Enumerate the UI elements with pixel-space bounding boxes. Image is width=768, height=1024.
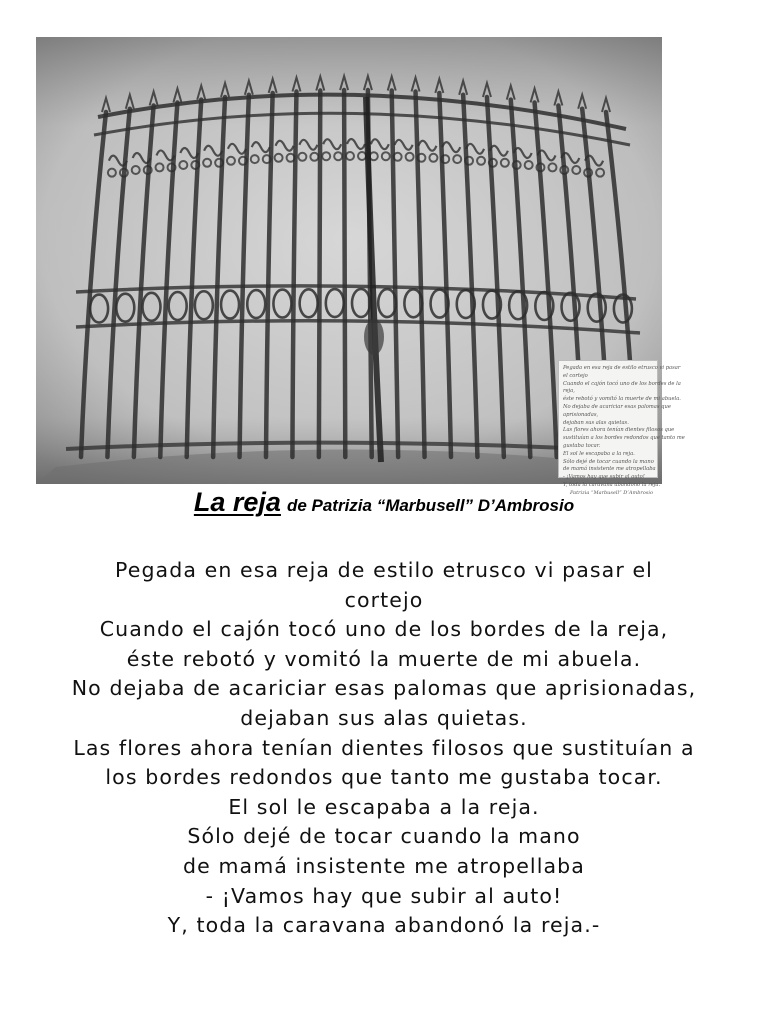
note-card-line: El sol le escapaba a la reja.	[563, 450, 635, 457]
note-card-line: aprisionadas,	[563, 411, 599, 418]
note-card-line: sustituían a los bordes redondos que tanto me	[563, 435, 685, 442]
note-card-signature: Patrizia “Marbusell” D’Ambrosio	[570, 489, 653, 496]
note-card-text	[563, 365, 685, 490]
poem-line: Cuando el cajón tocó uno de los bordes de la reja,	[99, 617, 669, 642]
note-card-line: dejaban sus alas quietas.	[563, 419, 629, 426]
note-card-line: Cuando el cajón tocó uno de los bordes de la	[563, 380, 681, 387]
poem-line: éste rebotó y vomitó la muerte de mi abuela.	[126, 646, 642, 671]
poem-line: Pegada en esa reja de estilo etrusco vi pasar el	[115, 558, 653, 582]
title-main: La reja	[193, 487, 281, 517]
note-card-line: Y, toda la caravana abandonó la reja.	[563, 481, 661, 488]
note-card-line: Sólo dejé de tocar cuando la mano	[563, 458, 654, 465]
note-card-line: gustaba tocar.	[563, 442, 601, 449]
note-card-line: reja,	[563, 388, 575, 395]
poem-line: cortejo	[344, 587, 424, 612]
poem-body	[0, 556, 768, 941]
note-card-line: de mamá insistente me atropellaba	[563, 466, 656, 473]
poem-note-card	[558, 360, 685, 496]
poem-line: - ¡Vamos hay que subir al auto!	[205, 883, 563, 908]
poem-line: de mamá insistente me atropellaba	[183, 853, 585, 878]
poem-line: dejaban sus alas quietas.	[240, 705, 528, 730]
poem-line: los bordes redondos que tanto me gustaba tocar.	[105, 765, 663, 790]
poem-title	[0, 487, 768, 518]
note-card-line: el cortejo	[563, 372, 588, 379]
note-card-line: Las flores ahora tenían dientes filosos que	[563, 427, 675, 434]
note-card-line: No dejaba de acariciar esas palomas que	[563, 403, 671, 410]
title-byline: de Patrizia “Marbusell” D’Ambrosio	[286, 496, 575, 515]
note-card-line: éste rebotó y vomitó la muerte de mi abuela.	[563, 396, 681, 403]
poem-line: Las flores ahora tenían dientes filosos que sustituían a	[73, 735, 695, 760]
poem-line: Y, toda la caravana abandonó la reja.-	[167, 913, 601, 938]
note-card-line: - ¡Vamos hay que subir al auto!	[563, 474, 645, 481]
poem-line: No dejaba de acariciar esas palomas que aprisionadas,	[71, 676, 697, 701]
gate-drawing	[36, 37, 685, 496]
poem-line: Sólo dejé de tocar cuando la mano	[187, 824, 581, 849]
note-card-line: Pegada en esa reja de estilo etrusco vi pasar	[563, 365, 681, 371]
poem-line: El sol le escapaba a la reja.	[228, 794, 540, 819]
